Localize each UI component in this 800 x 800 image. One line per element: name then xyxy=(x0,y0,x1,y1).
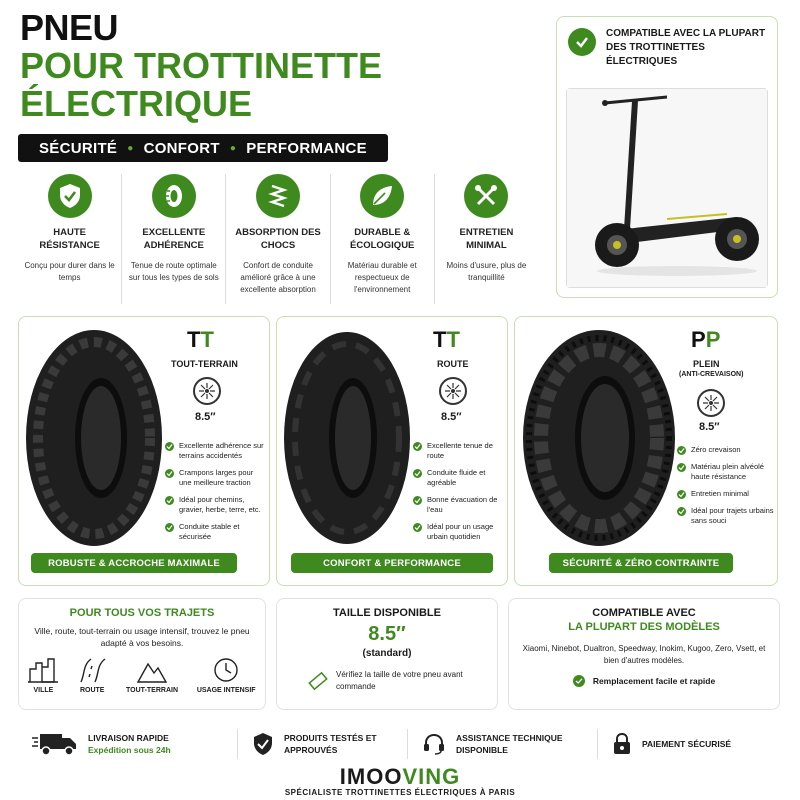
tire-card-solid xyxy=(514,316,778,586)
tire-card-offroad xyxy=(18,316,270,586)
size-note-row xyxy=(277,669,497,693)
clock-icon xyxy=(211,657,241,683)
brand-logo: IMOOVING xyxy=(339,764,461,789)
check-icon xyxy=(677,490,686,499)
bullet-item: Idéal pour un usage urbain quotidien xyxy=(413,522,507,542)
trip-item: VILLE xyxy=(28,657,58,694)
feature-title: ENTRETIEN MINIMAL xyxy=(459,227,514,251)
title-line-1: PNEU xyxy=(20,7,119,48)
feature-title: EXCELLENTE ADHÉRENCE xyxy=(142,227,206,251)
feature-desc: Tenue de route optimale sur tous les types de sols xyxy=(128,261,219,282)
tire-size: 8.5″ xyxy=(195,411,216,423)
trips-title: POUR TOUS VOS TRAJETS xyxy=(69,607,215,619)
bullet-item: Idéal pour trajets urbains sans souci xyxy=(677,506,777,526)
tire-bullets xyxy=(165,441,267,549)
check-icon xyxy=(677,507,686,516)
tire-size: 8.5″ xyxy=(441,411,462,423)
tire-badge: TT xyxy=(433,327,460,352)
check-icon xyxy=(413,496,422,505)
tire-subtype: (ANTI-CREVAISON) xyxy=(679,371,744,378)
check-circle-icon xyxy=(568,28,596,56)
tools-icon xyxy=(464,174,508,218)
tire-pill: ROBUSTE & ACCROCHE MAXIMALE xyxy=(31,553,237,573)
tested-text: PRODUITS TESTÉS ET APPROUVÉS xyxy=(284,733,377,755)
city-icon xyxy=(28,657,58,683)
trip-item: ROUTE xyxy=(77,657,107,694)
feature-title: HAUTE RÉSISTANCE xyxy=(39,227,100,251)
size-value: 8.5″ xyxy=(368,623,406,645)
check-circle-icon xyxy=(573,675,585,687)
spring-icon xyxy=(256,174,300,218)
benefits-bar xyxy=(18,724,782,764)
feature-desc: Moins d'usure, plus de tranquillité xyxy=(446,261,527,282)
models-list: Xiaomi, Ninebot, Dualtron, Speedway, Inokim, Kugoo, Zero, Vsett, et bien d'autres modèles. xyxy=(522,644,766,665)
delivery-title: LIVRAISON RAPIDE xyxy=(88,733,169,743)
size-standard: (standard) xyxy=(362,648,412,659)
tire-icon xyxy=(152,174,196,218)
tire-card-road xyxy=(276,316,508,586)
tire-size: 8.5″ xyxy=(699,421,720,433)
check-icon xyxy=(165,496,174,505)
dot-icon: ● xyxy=(229,142,237,154)
trip-item: TOUT-TERRAIN xyxy=(126,657,178,694)
models-card xyxy=(508,598,780,710)
ruler-icon xyxy=(308,671,328,691)
feature-item xyxy=(18,174,122,304)
tire-pill: SÉCURITÉ & ZÉRO CONTRAINTE xyxy=(549,553,733,573)
bullet-item: Bonne évacuation de l'eau xyxy=(413,495,507,515)
check-icon xyxy=(165,469,174,478)
payment-text: PAIEMENT SÉCURISÉ xyxy=(642,739,732,749)
size-note: Vérifiez la taille de votre pneu avant commande xyxy=(336,670,463,691)
scooter-image xyxy=(566,88,768,288)
tagline-item: CONFORT xyxy=(143,139,220,157)
features-row xyxy=(18,174,538,304)
bullet-item: Idéal pour chemins, gravier, herbe, terre, etc. xyxy=(165,495,267,515)
bullet-item: Entretien minimal xyxy=(677,489,777,499)
replace-text: Remplacement facile et rapide xyxy=(592,676,716,686)
bullet-item: Zéro crevaison xyxy=(677,445,777,455)
brand-subtitle: SPÉCIALISTE TROTTINETTES ÉLECTRIQUES À PARIS xyxy=(284,788,516,797)
bullet-item: Excellente tenue de route xyxy=(413,441,507,461)
check-icon xyxy=(413,442,422,451)
tire-type: PLEIN xyxy=(693,359,720,369)
tire-pill: CONFORT & PERFORMANCE xyxy=(291,553,493,573)
lock-icon xyxy=(612,732,632,756)
title-line-3: ÉLECTRIQUE xyxy=(20,83,253,124)
support-item xyxy=(408,729,598,759)
tire-bullets xyxy=(677,445,777,533)
truck-icon xyxy=(32,731,78,757)
check-icon xyxy=(165,442,174,451)
mountain-icon xyxy=(137,657,167,683)
rim-icon xyxy=(697,389,725,417)
dot-icon: ● xyxy=(127,142,134,154)
check-icon xyxy=(677,446,686,455)
delivery-item xyxy=(18,729,238,759)
headset-icon xyxy=(422,732,446,756)
tested-item xyxy=(238,729,408,759)
replace-row xyxy=(509,675,779,687)
offroad-tire-image xyxy=(23,327,165,549)
trips-card xyxy=(18,598,266,710)
tire-type: TOUT-TERRAIN xyxy=(171,359,238,369)
shield-check-icon xyxy=(252,732,274,756)
feature-item xyxy=(435,174,538,304)
size-card xyxy=(276,598,498,710)
payment-item xyxy=(598,729,778,759)
shield-check-icon xyxy=(48,174,92,218)
tire-badge: PP xyxy=(691,327,721,352)
tagline-item: PERFORMANCE xyxy=(246,139,367,157)
bullet-item: Excellente adhérence sur terrains accidentés xyxy=(165,441,267,461)
feature-item xyxy=(122,174,226,304)
compat-scooter-text: COMPATIBLE AVEC LA PLUPART DES TROTTINETTES ÉLECTRIQUES xyxy=(606,28,766,67)
bullet-item: Conduite stable et sécurisée xyxy=(165,522,267,542)
bullet-item: Crampons larges pour une meilleure traction xyxy=(165,468,267,488)
check-icon xyxy=(165,523,174,532)
models-title-2: LA PLUPART DES MODÈLES xyxy=(568,621,720,633)
feature-title: DURABLE & ÉCOLOGIQUE xyxy=(350,227,415,251)
leaf-icon xyxy=(360,174,404,218)
support-text: ASSISTANCE TECHNIQUE DISPONIBLE xyxy=(456,733,563,755)
tagline-item: SÉCURITÉ xyxy=(38,139,118,157)
bullet-item: Matériau plein alvéolé haute résistance xyxy=(677,462,777,482)
rim-icon xyxy=(193,377,221,405)
feature-item xyxy=(226,174,330,304)
trips-text: Ville, route, tout-terrain ou usage intensif, trouvez le pneu adapté à vos besoins. xyxy=(34,626,250,648)
trips-row xyxy=(19,657,265,694)
tagline-bar xyxy=(18,134,388,162)
feature-item xyxy=(331,174,435,304)
rim-icon xyxy=(439,377,467,405)
models-title-1: COMPATIBLE AVEC xyxy=(592,607,696,619)
check-icon xyxy=(413,469,422,478)
road-icon xyxy=(77,657,107,683)
solid-tire-image xyxy=(519,327,679,549)
title-line-2: POUR TROTTINETTE xyxy=(20,45,382,86)
tire-badge: TT xyxy=(187,327,214,352)
trip-item: USAGE INTENSIF xyxy=(197,657,256,694)
bullet-item: Conduite fluide et agréable xyxy=(413,468,507,488)
feature-desc: Matériau durable et respectueux de l'environnement xyxy=(347,261,417,294)
check-icon xyxy=(677,463,686,472)
feature-desc: Conçu pour durer dans le temps xyxy=(24,261,115,282)
size-title: TAILLE DISPONIBLE xyxy=(333,607,441,619)
delivery-sub: Expédition sous 24h xyxy=(88,745,171,755)
tire-bullets xyxy=(413,441,507,549)
feature-title: ABSORPTION DES CHOCS xyxy=(235,227,321,251)
tire-type: ROUTE xyxy=(437,359,469,369)
road-tire-image xyxy=(281,329,413,547)
check-icon xyxy=(413,523,422,532)
feature-desc: Confort de conduite amélioré grâce à une excellente absorption xyxy=(240,261,316,294)
